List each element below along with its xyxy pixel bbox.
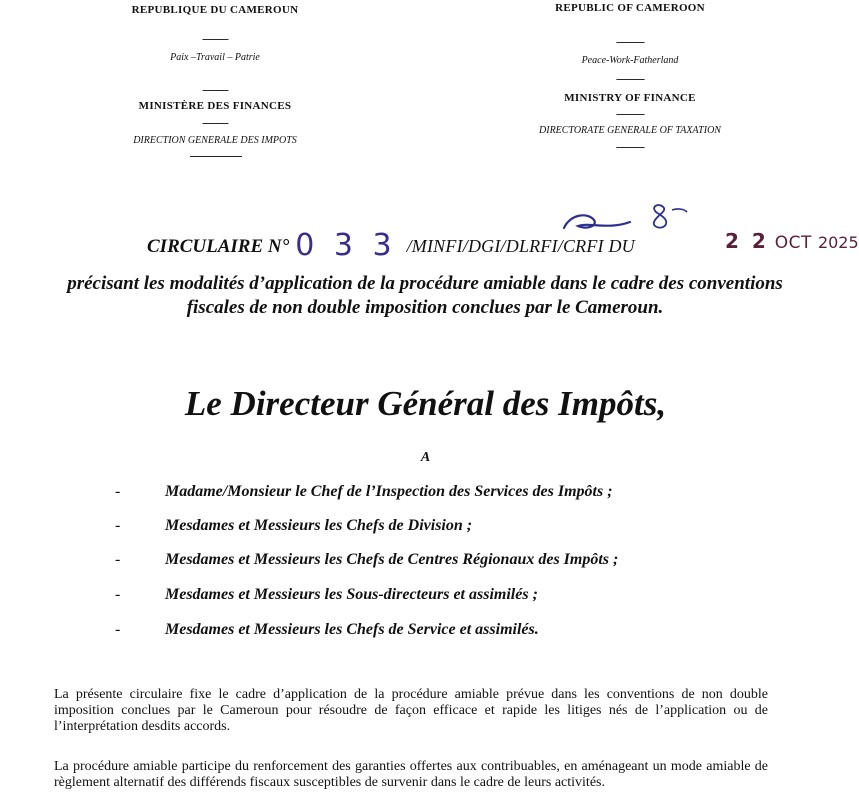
header-fr-motto: Paix –Travail – Patrie [170,52,260,63]
header-en-separator-4: ------------ [616,142,644,153]
recipient-text: Mesdames et Messieurs les Sous-directeurs et assimilés ; [165,586,538,603]
header-fr-directorate: DIRECTION GENERALE DES IMPOTS [133,135,297,146]
recipient-item [115,551,815,569]
recipient-text: Mesdames et Messieurs les Chefs de Centres Régionaux des Impôts ; [165,551,619,568]
header-en-separator: ------------ [616,37,644,48]
header-en-motto: Peace-Work-Fatherland [581,55,679,66]
list-dash: - [115,586,121,603]
date-stamp-year: 2025 [817,233,859,252]
header-en-directorate: DIRECTORATE GENERALE OF TAXATION [539,125,721,136]
header-fr-underline [190,156,242,157]
recipient-item [115,586,815,604]
body-paragraph-1: La présente circulaire fixe le cadre d’application de la procédure amiable prévue dans les conventions de non double imposition conclues par le Cameroun pour résoudre de façon efficace et rapide les litiges nés de l’application ou de l’interprétation desdits accords. [54,687,768,734]
list-dash: - [115,551,121,568]
sender-title: Le Directeur Général des Impôts, [184,384,667,423]
list-dash: - [115,483,121,500]
header-en-separator-2: ------------ [616,74,644,85]
recipient-item [115,621,815,639]
recipient-text: Mesdames et Messieurs les Chefs de Service et assimilés. [165,621,539,638]
header-fr-ministry: MINISTÈRE DES FINANCES [138,100,292,112]
circular-prefix: CIRCULAIRE N° [147,236,290,257]
header-fr-separator-2: ----------- [202,85,228,96]
recipient-text: Mesdames et Messieurs les Chefs de Division ; [165,517,473,534]
header-en-ministry: MINISTRY OF FINANCE [564,92,696,104]
header-fr-separator-3: ----------- [202,118,228,129]
body-paragraph-2: La procédure amiable participe du renforcement des garanties offertes aux contribuables, en aménageant un mode amiable de règlement alternatif des différends fiscaux susceptibles de survenir dans le cadre de leurs activités. [54,759,768,790]
recipient-item [115,483,815,501]
recipient-item [115,517,815,535]
header-fr-country: REPUBLIQUE DU CAMEROUN [131,4,299,16]
header-en-separator-3: ------------ [616,109,644,120]
date-stamp [725,229,859,253]
date-stamp-day: 2 2 [725,229,769,253]
circular-heading [147,228,635,263]
recipient-text: Madame/Monsieur le Chef de l’Inspection des Services des Impôts ; [165,483,613,500]
circular-subtitle: précisant les modalités d’application de la procédure amiable dans le cadre des conventions fiscales de non double imposition conclues par le Cameroun. [67,273,783,318]
header-en-country: REPUBLIC OF CAMEROON [555,2,705,14]
circular-reference: /MINFI/DGI/DLRFI/CRFI DU [406,236,635,256]
header-fr-separator: ----------- [202,34,228,45]
addressee-marker: A [420,450,431,465]
date-stamp-month: OCT [774,233,812,253]
list-dash: - [115,517,121,534]
circular-number: 0 3 3 [295,228,397,263]
list-dash: - [115,621,121,638]
